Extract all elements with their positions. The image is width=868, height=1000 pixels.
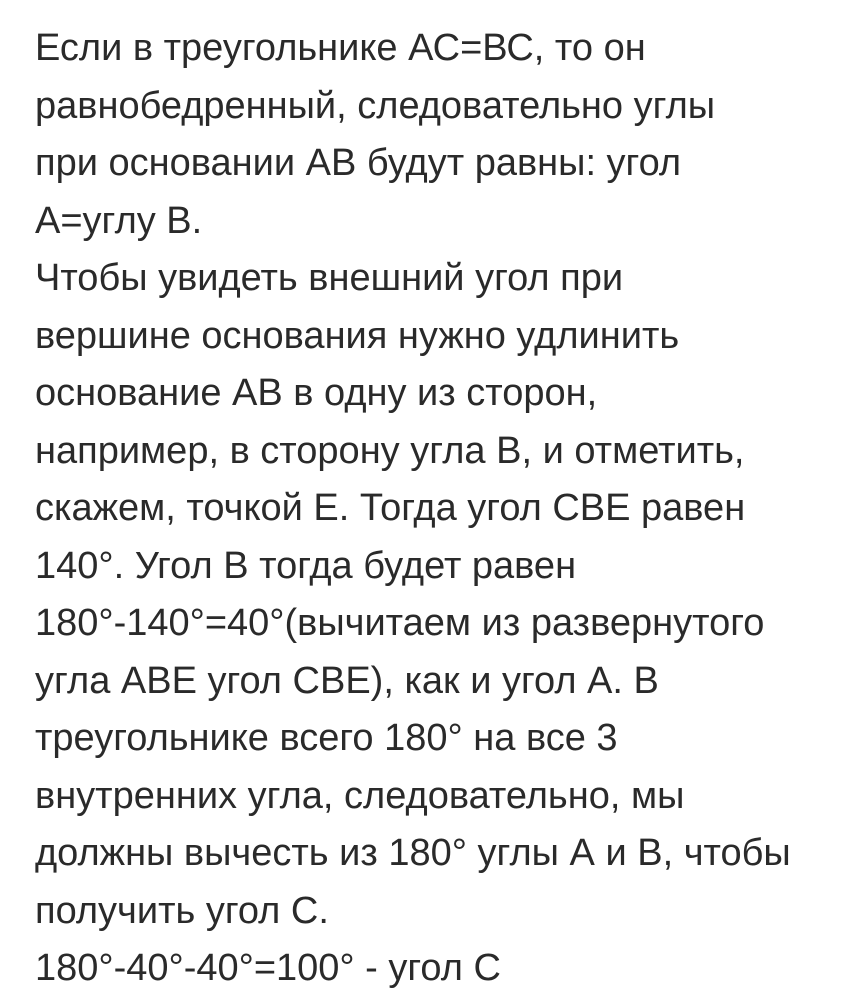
text-line: А=углу В.	[35, 199, 203, 242]
text-line: Если в треугольнике АС=ВС, то он	[35, 27, 646, 69]
text-line: Чтобы увидеть внешний угол при	[35, 257, 624, 299]
text-line: получить угол С.	[35, 889, 329, 932]
text-line: внутренних угла, следовательно, мы	[35, 774, 685, 817]
text-line: скажем, точкой Е. Тогда угол СВЕ равен	[35, 487, 746, 529]
text-line: при основании АВ будут равны: угол	[35, 142, 682, 184]
text-line: 180°-140°=40°(вычитаем из развернутого	[35, 602, 765, 644]
text-line: основание АВ в одну из сторон,	[35, 372, 598, 414]
text-line: 140°. Угол В тогда будет равен	[35, 544, 577, 587]
text-line: треугольнике всего 180° на все 3	[35, 717, 618, 759]
text-line: должны вычесть из 180° углы А и В, чтобы	[35, 832, 791, 874]
text-line: 180°-40°-40°=100° - угол С	[35, 947, 501, 989]
text-line: вершине основания нужно удлинить	[35, 314, 680, 357]
text-line: равнобедренный, следовательно углы	[35, 84, 716, 127]
text-line: угла АВЕ угол СВЕ), как и угол А. В	[35, 659, 659, 702]
text-line: например, в сторону угла В, и отметить,	[35, 429, 745, 472]
